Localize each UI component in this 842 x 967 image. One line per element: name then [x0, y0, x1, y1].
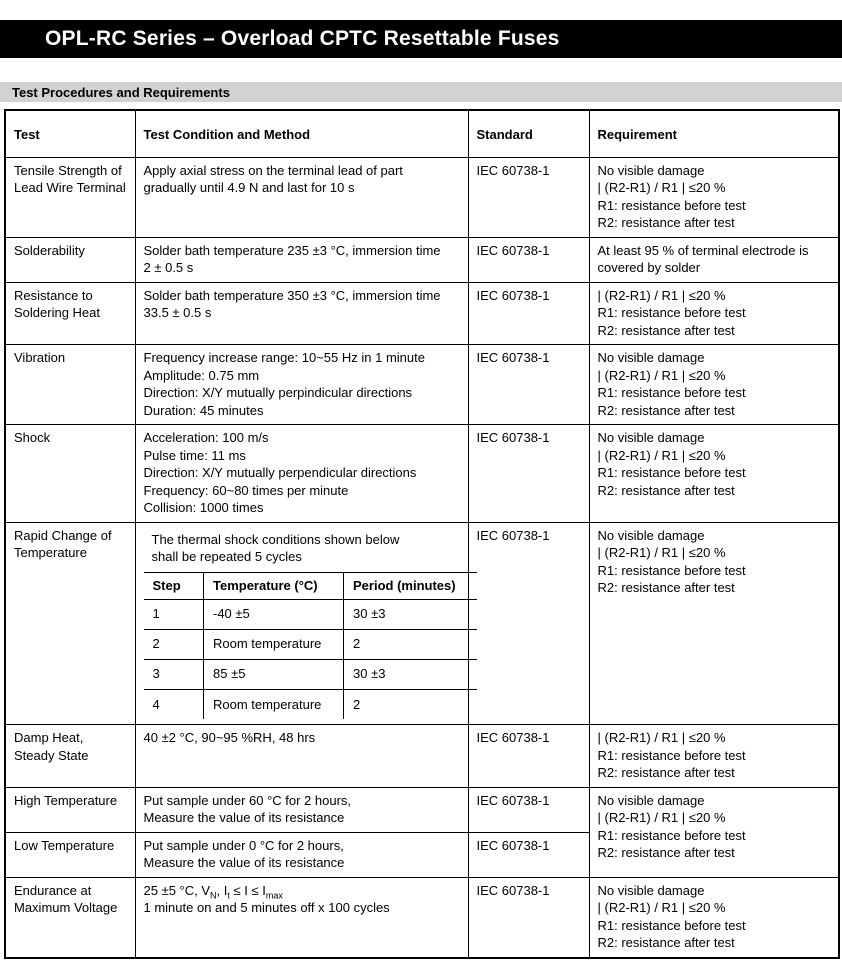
condition-text — [144, 527, 462, 571]
cell-line: Direction: X/Y mutually perpindicular directions — [143, 385, 413, 400]
cell-line: No visible damage — [597, 430, 705, 445]
cell-line: No visible damage — [597, 350, 705, 365]
inner-table-header: Step — [144, 572, 204, 599]
test-cell — [5, 425, 135, 523]
test-cell — [5, 345, 135, 425]
cell-line: | (R2-R1) / R1 | ≤20 % — [597, 545, 726, 560]
column-header-requirement: Requirement — [589, 110, 839, 157]
cell-line: shall be repeated 5 cycles — [151, 549, 302, 564]
inner-table-header: Period (minutes) — [344, 572, 477, 599]
table-row — [5, 877, 839, 958]
cell-line: Vibration — [14, 350, 66, 365]
inner-table-cell: Room temperature — [204, 689, 344, 719]
cell-line: Collision: 1000 times — [143, 500, 264, 515]
inner-table-cell: 85 ±5 — [204, 659, 344, 689]
cell-line: | (R2-R1) / R1 | ≤20 % — [597, 810, 726, 825]
cell-line: Apply axial stress on the terminal lead of part — [143, 162, 403, 178]
test-cell — [5, 832, 135, 877]
cell-line: Shock — [14, 430, 51, 445]
section-header-bar — [0, 82, 842, 102]
condition-cell — [135, 345, 468, 425]
cell-line: R1: resistance before test — [597, 385, 746, 400]
cell-line: Frequency: 60~80 times per minute — [143, 482, 349, 498]
cell-line: R2: resistance after test — [597, 845, 735, 860]
inner-table-header: Temperature (°C) — [204, 572, 344, 599]
cell-line: Amplitude: 0.75 mm — [143, 367, 260, 383]
cell-line: Acceleration: 100 m/s — [143, 430, 269, 445]
requirement-cell — [589, 345, 839, 425]
table-body — [5, 157, 839, 958]
cell-line: Solderability — [14, 242, 85, 258]
standard-cell: IEC 60738-1 — [468, 345, 589, 425]
cell-line: Put sample under 0 °C for 2 hours, — [143, 837, 344, 853]
cell-line: Lead Wire Terminal — [14, 180, 126, 195]
cell-line: Endurance at — [14, 882, 92, 898]
standard-cell: IEC 60738-1 — [468, 832, 589, 877]
requirement-cell — [589, 425, 839, 523]
standard-cell: IEC 60738-1 — [468, 877, 589, 958]
inner-table-row — [144, 689, 477, 719]
cell-line: 40 ±2 °C, 90~95 %RH, 48 hrs — [143, 730, 316, 745]
cell-line: R2: resistance after test — [597, 935, 735, 950]
condition-cell — [135, 832, 468, 877]
cell-line: covered by solder — [597, 260, 701, 275]
cell-line: No visible damage — [597, 527, 705, 543]
table-row — [5, 725, 839, 788]
cell-line: gradually until 4.9 N and last for 10 s — [143, 180, 355, 195]
inner-table-row — [144, 629, 477, 659]
requirement-cell — [589, 725, 839, 788]
cell-line: | (R2-R1) / R1 | ≤20 % — [597, 180, 726, 195]
inner-table-row — [144, 659, 477, 689]
test-cell — [5, 787, 135, 832]
cell-line: | (R2-R1) / R1 | ≤20 % — [597, 730, 726, 745]
cell-line: Solder bath temperature 350 ±3 °C, immersion time — [143, 287, 441, 303]
cell-line: R1: resistance before test — [597, 917, 746, 933]
condition-cell — [135, 157, 468, 237]
inner-table-header-row — [144, 572, 477, 599]
table-row — [5, 157, 839, 237]
cell-line: At least 95 % of terminal electrode is — [597, 242, 809, 258]
standard-cell: IEC 60738-1 — [468, 787, 589, 832]
requirement-cell — [589, 877, 839, 958]
cell-line: Tensile Strength of — [14, 162, 122, 178]
cell-line: Measure the value of its resistance — [143, 855, 345, 870]
cell-line: R2: resistance after test — [597, 322, 735, 338]
inner-table-cell: 1 — [144, 599, 204, 629]
condition-cell — [135, 237, 468, 282]
inner-table-cell: 30 ±3 — [344, 659, 477, 689]
inner-table-row — [144, 599, 477, 629]
cell-line: Solder bath temperature 235 ±3 °C, immersion time — [143, 242, 441, 258]
cell-line: R1: resistance before test — [597, 747, 746, 763]
inner-table-cell: 3 — [144, 659, 204, 689]
cell-line: R1: resistance before test — [597, 305, 746, 320]
thermal-shock-inner-table — [144, 572, 477, 720]
standard-cell: IEC 60738-1 — [468, 157, 589, 237]
cell-line: Damp Heat, — [14, 730, 84, 745]
cell-line: | (R2-R1) / R1 | ≤20 % — [597, 287, 726, 303]
cell-line: R2: resistance after test — [597, 215, 735, 230]
cell-line: Maximum Voltage — [14, 900, 118, 915]
test-cell — [5, 725, 135, 788]
cell-line: Soldering Heat — [14, 305, 100, 320]
cell-line: | (R2-R1) / R1 | ≤20 % — [597, 367, 726, 383]
standard-cell: IEC 60738-1 — [468, 282, 589, 345]
cell-line: No visible damage — [597, 792, 705, 808]
table-row — [5, 282, 839, 345]
test-cell — [5, 157, 135, 237]
test-cell — [5, 237, 135, 282]
standard-cell: IEC 60738-1 — [468, 237, 589, 282]
condition-cell — [135, 522, 468, 725]
column-header-standard: Standard — [468, 110, 589, 157]
inner-table-cell: 2 — [344, 629, 477, 659]
cell-line: R2: resistance after test — [597, 402, 735, 418]
cell-line: 2 ± 0.5 s — [143, 260, 194, 275]
cell-line: Rapid Change of — [14, 527, 112, 543]
requirement-cell — [589, 522, 839, 725]
standard-cell: IEC 60738-1 — [468, 522, 589, 725]
cell-line: High Temperature — [14, 792, 118, 808]
table-row — [5, 425, 839, 523]
table-header-row — [5, 110, 839, 157]
cell-line: R1: resistance before test — [597, 562, 746, 578]
column-header-condition: Test Condition and Method — [135, 110, 468, 157]
condition-cell — [135, 787, 468, 832]
requirement-cell — [589, 787, 839, 877]
cell-line: Direction: X/Y mutually perpendicular directions — [143, 465, 417, 480]
cell-line: Pulse time: 11 ms — [143, 447, 246, 463]
cell-line: Put sample under 60 °C for 2 hours, — [143, 792, 352, 808]
cell-line: Resistance to — [14, 287, 93, 303]
table-header — [5, 110, 839, 157]
standard-cell: IEC 60738-1 — [468, 425, 589, 523]
test-cell — [5, 522, 135, 725]
cell-line: R2: resistance after test — [597, 765, 735, 780]
table-row — [5, 345, 839, 425]
test-cell — [5, 877, 135, 958]
cell-line: No visible damage — [597, 162, 705, 178]
cell-line: Low Temperature — [14, 837, 115, 853]
cell-line: R2: resistance after test — [597, 482, 735, 498]
table-row — [5, 522, 839, 725]
cell-line: R2: resistance after test — [597, 580, 735, 595]
requirement-cell — [589, 237, 839, 282]
cell-line: R1: resistance before test — [597, 465, 746, 480]
inner-table-cell: 2 — [344, 689, 477, 719]
condition-cell — [135, 877, 468, 958]
cell-line: 33.5 ± 0.5 s — [143, 305, 212, 320]
cell-line: 1 minute on and 5 minutes off x 100 cycles — [143, 900, 390, 915]
title-bar — [0, 20, 842, 58]
cell-line: 25 ±5 °C, $V_N$, $I_t \le I \le I_{max}$ — [143, 882, 283, 901]
cell-line: | (R2-R1) / R1 | ≤20 % — [597, 900, 726, 915]
inner-table-cell: Room temperature — [204, 629, 344, 659]
inner-table-cell: 4 — [144, 689, 204, 719]
cell-line: Frequency increase range: 10~55 Hz in 1 minute — [143, 350, 425, 365]
standard-cell: IEC 60738-1 — [468, 725, 589, 788]
test-cell — [5, 282, 135, 345]
table-row — [5, 237, 839, 282]
requirement-cell — [589, 282, 839, 345]
page-title: OPL-RC Series – Overload CPTC Resettable Fuses — [45, 27, 560, 50]
cell-line: Duration: 45 minutes — [143, 402, 264, 418]
condition-cell — [135, 425, 468, 523]
cell-line: The thermal shock conditions shown below — [151, 531, 400, 547]
condition-cell — [135, 725, 468, 788]
cell-line: R1: resistance before test — [597, 197, 746, 213]
inner-table-cell: -40 ±5 — [204, 599, 344, 629]
inner-table-cell: 2 — [144, 629, 204, 659]
condition-cell — [135, 282, 468, 345]
cell-line: No visible damage — [597, 882, 705, 898]
cell-line: R1: resistance before test — [597, 827, 746, 843]
section-title: Test Procedures and Requirements — [12, 84, 230, 100]
test-procedures-table — [4, 109, 840, 959]
inner-table-cell: 30 ±3 — [344, 599, 477, 629]
cell-line: | (R2-R1) / R1 | ≤20 % — [597, 447, 726, 463]
cell-line: Temperature — [14, 545, 87, 560]
requirement-cell — [589, 157, 839, 237]
table-row — [5, 787, 839, 832]
column-header-test: Test — [5, 110, 135, 157]
cell-line: Steady State — [14, 747, 89, 763]
cell-line: Measure the value of its resistance — [143, 810, 345, 825]
